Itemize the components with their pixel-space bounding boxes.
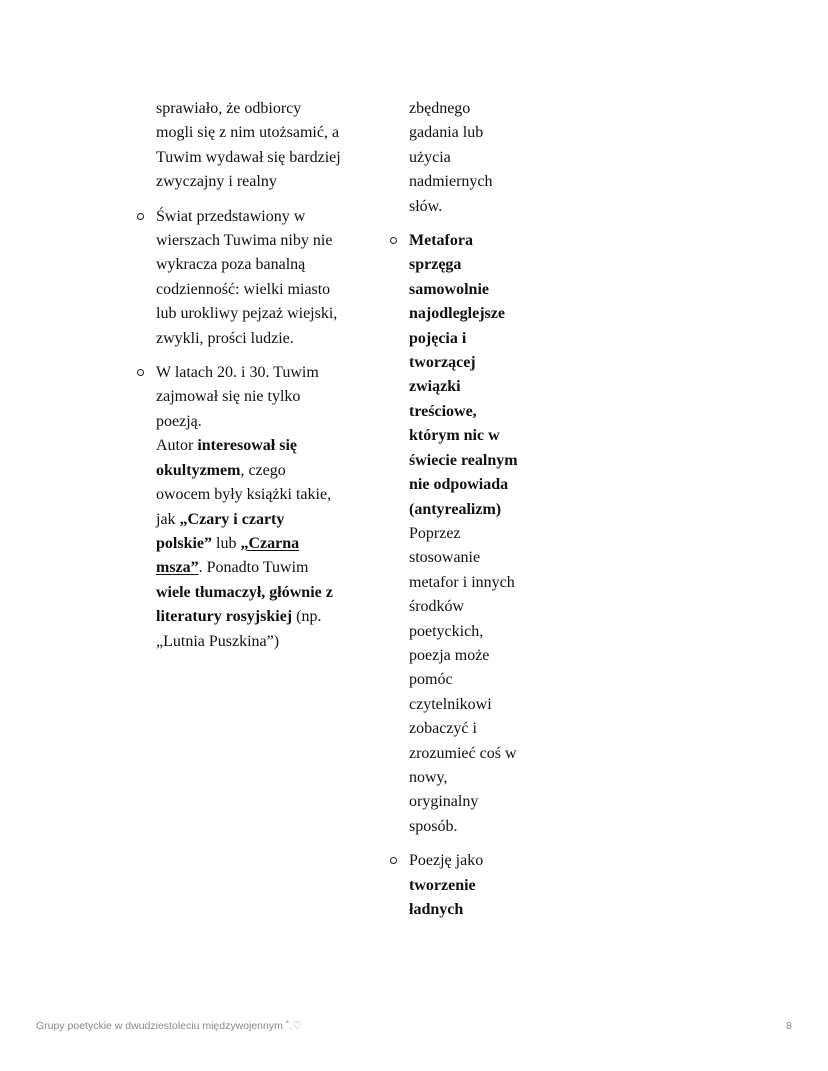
bullet-2-text-c: lub [212,534,241,552]
left-bullet-item-2 [156,361,341,654]
left-column [156,97,341,664]
footer-title: Grupy poetyckie w dwudziestoleciu międzywojennym ˚.♡ [36,1020,302,1032]
right-continuation-text: zbędnego gadania lub użycia nadmiernych słów. [409,100,493,215]
left-bullet-1-text: Świat przedstawiony w wierszach Tuwima niby nie wykracza poza banalną codzienność: wielki miasto lub urokliwy pejzaż wiejski, zwykli, prości ludzie. [156,207,338,347]
metaphor-normal-text: Poprzez stosowanie metafor i innych środków poetyckich, poezja może pomóc czytelnikowi zobaczyć i zrozumieć coś w nowy, oryginalny sposób. [409,524,517,835]
right-column [409,97,519,932]
czarna-msza-link[interactable]: „Czarna msza” [156,534,300,577]
hollow-bullet-icon [390,857,397,864]
right-bullet-item-1 [409,229,519,839]
left-bullet-item-1 [156,205,341,351]
bullet-2-text-d: . Ponadto Tuwim [198,559,309,577]
metaphor-bold-text: Metafora sprzęga samowolnie najodleglejsze pojęcia i tworzącej związki treściowe, którym nic w świecie realnym nie odpowiada (antyrealizm) [409,232,518,518]
bullet-2-text-a: Autor [156,437,198,455]
right-bullet-item-2 [409,849,519,922]
bullet-2-text-e: (np. „Lutnia Puszkina”) [156,608,322,650]
page-number: 8 [786,1020,792,1032]
bullet-2-text-b: , czego owocem były książki takie, jak [156,461,332,528]
hollow-bullet-icon [390,237,397,244]
translation-bold: wiele tłumaczył, głównie z literatury rosyjskiej [156,583,333,626]
hollow-bullet-icon [137,213,144,220]
hollow-bullet-icon [137,369,144,376]
poetry-bold-text: tworzenie ładnych [409,876,476,918]
bullet-2-sentence-1: W latach 20. i 30. Tuwim zajmował się nie tylko poezją. [156,364,319,430]
left-continuation-text: sprawiało, że odbiorcy mogli się z nim utożsamić, a Tuwim wydawał się bardziej zwyczajny i realny [156,100,341,191]
poetry-normal-text: Poezję jako [409,852,484,870]
czary-title-bold: „Czary i czarty polskie” [156,510,285,552]
occultism-bold: interesował się okultyzmem [156,437,298,479]
